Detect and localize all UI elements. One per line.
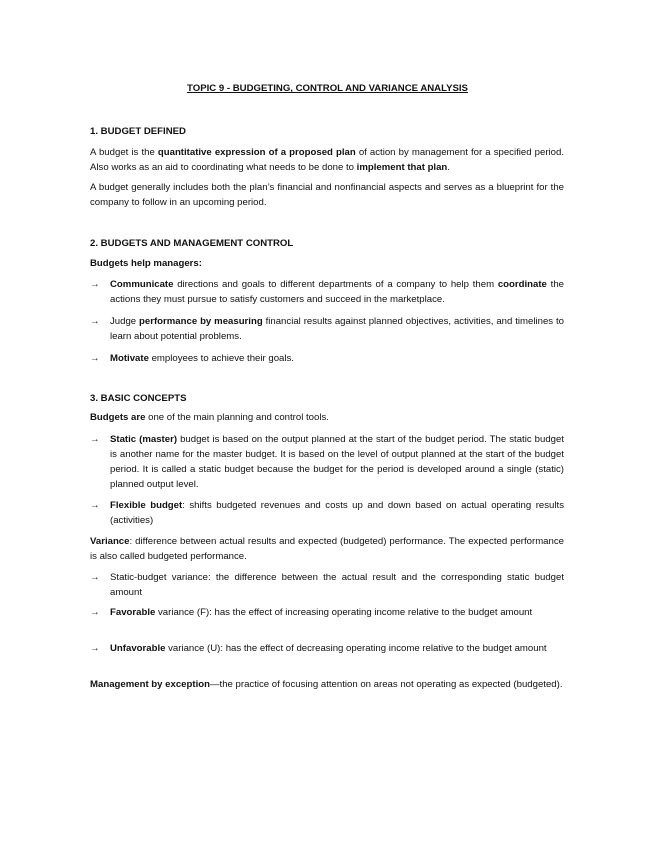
text-run: variance (U): has the effect of decreasing operating income relative to the budget amount [165, 643, 547, 654]
list-item-text [110, 351, 564, 366]
text-run: A budget is the [90, 147, 158, 158]
bold-term: performance by measuring [139, 316, 263, 327]
bold-term: Management by exception [90, 679, 210, 690]
budget-definition-paragraph [90, 145, 564, 175]
list-item-text [110, 277, 564, 307]
text-run: of action by management for a specified period. Also works as an aid to coordinating what needs to be done to [90, 147, 564, 173]
bold-term: Unfavorable [110, 643, 166, 654]
arrow-bullet-icon: → [90, 643, 100, 654]
list-item-judge-performance [90, 314, 564, 344]
text-run: : shifts budgeted revenues and costs up and down based on actual operating results (activities) [110, 500, 564, 526]
arrow-bullet-icon: → [90, 316, 100, 327]
text-run: one of the main planning and control tools. [145, 412, 329, 423]
bold-term: Flexible budget [110, 500, 183, 511]
bold-term: implement that plan [356, 162, 448, 173]
list-item-flexible-budget [90, 498, 564, 528]
bold-term: Favorable [110, 607, 156, 618]
bold-term: Static (master) [110, 434, 178, 445]
list-item-text [110, 498, 564, 528]
text-run: . [447, 162, 450, 173]
budget-blueprint-paragraph: A budget generally includes both the plan’s financial and nonfinancial aspects and serves as a blueprint for the company to follow in an upcoming period. [90, 182, 564, 208]
text-run: directions and goals to different departments of a company to help them [173, 279, 498, 290]
bold-term: coordinate [497, 279, 547, 290]
arrow-bullet-icon: → [90, 353, 100, 364]
text-run: budget is based on the output planned at the start of the budget period. The static budget is another name for the master budget. It is based on the level of output planned at the start of the budget period. It is called a static budget because the budget for the period is developed around a single (static) planned output level. [110, 434, 565, 490]
list-item-motivate [90, 351, 564, 366]
arrow-bullet-icon: → [90, 434, 100, 445]
list-item-communicate [90, 277, 564, 307]
bold-term: Budgets are [90, 412, 146, 423]
arrow-bullet-icon: → [90, 607, 100, 618]
list-item-static-budget-variance [90, 570, 564, 600]
list-item-favorable-variance [90, 605, 564, 620]
list-item-unfavorable-variance [90, 641, 564, 656]
list-item-static-budget [90, 432, 564, 492]
arrow-bullet-icon: → [90, 572, 100, 583]
page-title: TOPIC 9 - BUDGETING, CONTROL AND VARIANCE ANALYSIS [187, 83, 468, 94]
list-item-text [110, 641, 564, 656]
text-run: Judge [110, 316, 140, 327]
arrow-bullet-icon: → [90, 279, 100, 290]
arrow-bullet-icon: → [90, 500, 100, 511]
text-run: variance (F): has the effect of increasing operating income relative to the budget amount [155, 607, 533, 618]
bold-term: Motivate [110, 353, 149, 364]
text-run: : difference between actual results and expected (budgeted) performance. The expected performance is also called budgeted performance. [90, 536, 564, 562]
budgets-are-intro [90, 410, 564, 425]
budgets-help-intro: Budgets help managers: [90, 258, 202, 269]
list-item-text [110, 605, 564, 620]
list-item-text [110, 314, 564, 344]
text-run: the actions they must pursue to satisfy customers and succeed in the marketplace. [110, 279, 564, 305]
bold-term: Variance [90, 536, 130, 547]
list-item-text: Static-budget variance: the difference between the actual result and the corresponding static budget amount [110, 572, 564, 598]
variance-definition-paragraph [90, 534, 564, 564]
bold-term: quantitative expression of a proposed plan [157, 147, 356, 158]
text-run: financial results against planned objectives, activities, and timelines to learn about potential problems. [110, 316, 564, 342]
section-heading-budgets-management-control: 2. BUDGETS AND MANAGEMENT CONTROL [90, 238, 294, 249]
section-heading-budget-defined: 1. BUDGET DEFINED [90, 126, 186, 137]
list-item-text [110, 432, 564, 492]
section-heading-basic-concepts: 3. BASIC CONCEPTS [90, 393, 187, 404]
text-run: employees to achieve their goals. [148, 353, 294, 364]
management-by-exception-paragraph [90, 677, 564, 692]
text-run: —the practice of focusing attention on areas not operating as expected (budgeted). [209, 679, 563, 690]
bold-term: Communicate [110, 279, 174, 290]
